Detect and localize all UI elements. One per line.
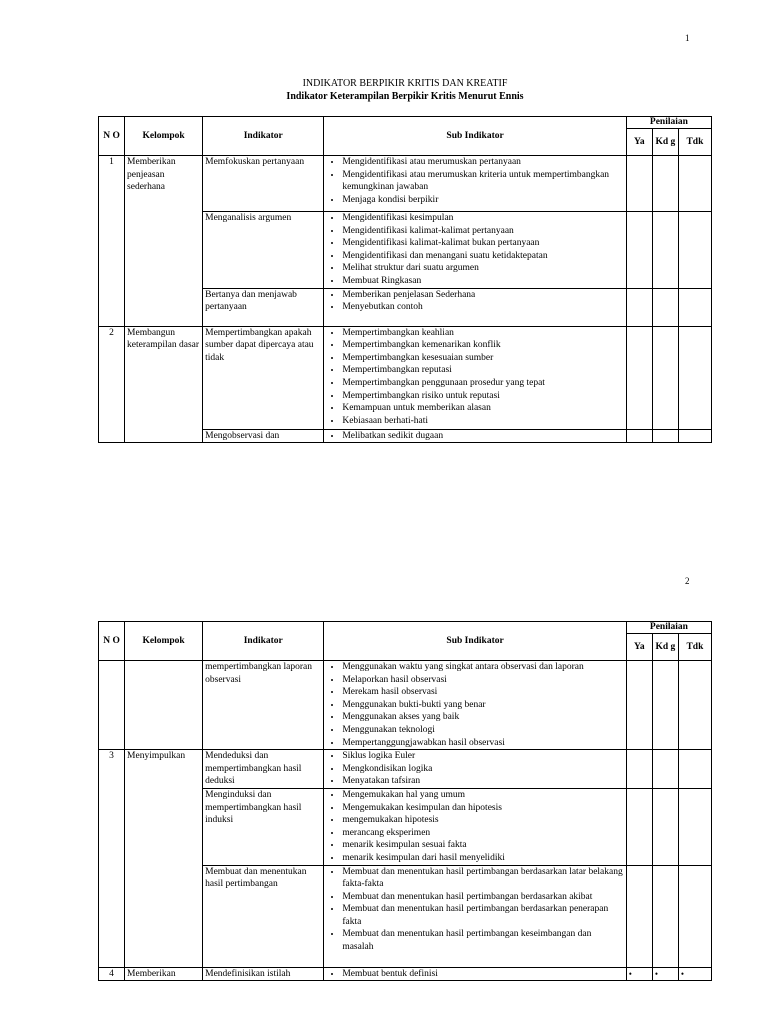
sub-indikator-item: • Menggunakan akses yang baik bbox=[342, 711, 623, 724]
header-row bbox=[99, 622, 712, 634]
indicator-table-page-2 bbox=[98, 621, 712, 981]
sub-indikator-item: • Mengidentifikasi kalimat-kalimat pertanyaan bbox=[342, 225, 623, 238]
sub-indikator-item: • Menyebutkan contoh bbox=[342, 301, 623, 314]
sub-indikator-item: • Mengidentifikasi atau merumuskan pertanyaan bbox=[342, 156, 623, 169]
sub-indikator-item: • Mempertimbangkan penggunaan prosedur yang tepat bbox=[342, 377, 623, 390]
indikator-cell: mempertimbangkan laporan observasi bbox=[203, 661, 324, 750]
sub-indikator-cell bbox=[324, 326, 626, 429]
sub-indikator-item: • mengemukakan hipotesis bbox=[342, 814, 623, 827]
sub-indikator-item: • Mengemukakan kesimpulan dan hipotesis bbox=[342, 802, 623, 815]
column-header-sub-indikator: Sub Indikator bbox=[324, 117, 626, 156]
sub-indikator-list bbox=[326, 750, 623, 788]
sub-indikator-item: • Menggunakan waktu yang singkat antara observasi dan laporan bbox=[342, 661, 623, 674]
column-header-kelompok: Kelompok bbox=[125, 117, 203, 156]
title-block bbox=[98, 77, 712, 103]
row-number: 1 bbox=[99, 156, 125, 327]
sub-indikator-cell bbox=[324, 750, 626, 789]
penilaian-tdk-cell[interactable] bbox=[678, 429, 711, 443]
column-header-ya: Ya bbox=[626, 129, 652, 156]
penilaian-ya-cell[interactable] bbox=[626, 865, 652, 967]
kelompok-cell: Menyimpulkan bbox=[125, 750, 203, 967]
penilaian-ya-cell[interactable] bbox=[626, 212, 652, 289]
sub-indikator-cell bbox=[324, 865, 626, 967]
table-row bbox=[99, 750, 712, 789]
sub-indikator-list bbox=[326, 968, 623, 981]
document-title: INDIKATOR BERPIKIR KRITIS DAN KREATIF bbox=[302, 78, 508, 89]
sub-indikator-list bbox=[326, 212, 623, 288]
sub-indikator-item: • Mempertimbangkan reputasi bbox=[342, 364, 623, 377]
sub-indikator-item: • Menjaga kondisi berpikir bbox=[342, 194, 623, 207]
penilaian-kdg-cell[interactable] bbox=[652, 212, 678, 289]
column-header-kdg: Kd g bbox=[652, 129, 678, 156]
sub-indikator-item: • Mengkondisikan logika bbox=[342, 763, 623, 776]
sub-indikator-list bbox=[326, 430, 623, 443]
sub-indikator-item: • Membuat dan menentukan hasil pertimbangan berdasarkan latar belakang fakta-fakta bbox=[342, 866, 623, 891]
sub-indikator-cell bbox=[324, 661, 626, 750]
sub-indikator-list bbox=[326, 661, 623, 749]
sub-indikator-list bbox=[326, 866, 623, 954]
header-row bbox=[99, 117, 712, 129]
sub-indikator-item: • Mempertanggungjawabkan hasil observasi bbox=[342, 737, 623, 750]
penilaian-tdk-cell[interactable]: • bbox=[678, 967, 711, 981]
sub-indikator-item: • Menyatakan tafsiran bbox=[342, 775, 623, 788]
sub-indikator-item: • Mengidentifikasi dan menangani suatu ketidaktepatan bbox=[342, 250, 623, 263]
indikator-cell: Mempertimbangkan apakah sumber dapat dipercaya atau tidak bbox=[203, 326, 324, 429]
sub-indikator-item: • Memberikan penjelasan Sederhana bbox=[342, 289, 623, 302]
penilaian-tdk-cell[interactable] bbox=[678, 661, 711, 750]
column-header-tdk: Tdk bbox=[678, 634, 711, 661]
sub-indikator-cell bbox=[324, 288, 626, 326]
column-header-indikator: Indikator bbox=[203, 622, 324, 661]
sub-indikator-cell bbox=[324, 212, 626, 289]
sub-indikator-item: • Mengidentifikasi kalimat-kalimat bukan pertanyaan bbox=[342, 237, 623, 250]
sub-indikator-item: • Mengidentifikasi atau merumuskan kriteria untuk mempertimbangkan kemungkinan jawaban bbox=[342, 169, 623, 194]
table-row bbox=[99, 326, 712, 429]
sub-indikator-item: • merancang eksperimen bbox=[342, 827, 623, 840]
sub-indikator-item: • Membuat dan menentukan hasil pertimbangan berdasarkan akibat bbox=[342, 891, 623, 904]
sub-indikator-item: • Melihat struktur dari suatu argumen bbox=[342, 262, 623, 275]
sub-indikator-item: • Merekam hasil observasi bbox=[342, 686, 623, 699]
kelompok-cell: Memberikan penjeasan sederhana bbox=[125, 156, 203, 327]
sub-indikator-item: • Membuat dan menentukan hasil pertimbangan berdasarkan penerapan fakta bbox=[342, 903, 623, 928]
column-header-no: N O bbox=[99, 117, 125, 156]
penilaian-kdg-cell[interactable] bbox=[652, 788, 678, 865]
document-subtitle: Indikator Keterampilan Berpikir Kritis Menurut Ennis bbox=[286, 91, 524, 102]
sub-indikator-list bbox=[326, 289, 623, 314]
page-number: 2 bbox=[685, 576, 690, 586]
sub-indikator-item: • menarik kesimpulan dari hasil menyelidiki bbox=[342, 852, 623, 865]
penilaian-kdg-cell[interactable] bbox=[652, 326, 678, 429]
indikator-cell: Mengobservasi dan bbox=[203, 429, 324, 443]
penilaian-tdk-cell[interactable] bbox=[678, 326, 711, 429]
penilaian-tdk-cell[interactable] bbox=[678, 865, 711, 967]
sub-indikator-item: • Menggunakan teknologi bbox=[342, 724, 623, 737]
penilaian-tdk-cell[interactable] bbox=[678, 288, 711, 326]
sub-indikator-item: • Membuat bentuk definisi bbox=[342, 968, 623, 981]
sub-indikator-item: • Kemampuan untuk memberikan alasan bbox=[342, 402, 623, 415]
penilaian-ya-cell[interactable] bbox=[626, 288, 652, 326]
kelompok-cell: Memberikan bbox=[125, 967, 203, 981]
table-row bbox=[99, 156, 712, 212]
penilaian-ya-cell[interactable] bbox=[626, 156, 652, 212]
sub-indikator-cell bbox=[324, 429, 626, 443]
indikator-cell: Membuat dan menentukan hasil pertimbangan bbox=[203, 865, 324, 967]
kelompok-cell bbox=[125, 661, 203, 750]
penilaian-kdg-cell[interactable] bbox=[652, 429, 678, 443]
penilaian-ya-cell[interactable] bbox=[626, 326, 652, 429]
sub-indikator-item: • Mempertimbangkan keahlian bbox=[342, 327, 623, 340]
row-number: 2 bbox=[99, 326, 125, 443]
sub-indikator-cell bbox=[324, 967, 626, 981]
sub-indikator-item: • Melibatkan sedikit dugaan bbox=[342, 430, 623, 443]
sub-indikator-item: • Mengidentifikasi kesimpulan bbox=[342, 212, 623, 225]
indikator-cell: Memfokuskan pertanyaan bbox=[203, 156, 324, 212]
penilaian-kdg-cell[interactable]: • bbox=[652, 967, 678, 981]
sub-indikator-item: • Menggunakan bukti-bukti yang benar bbox=[342, 699, 623, 712]
column-header-kdg: Kd g bbox=[652, 634, 678, 661]
row-number bbox=[99, 661, 125, 750]
column-header-penilaian: Penilaian bbox=[626, 117, 711, 129]
penilaian-tdk-cell[interactable] bbox=[678, 156, 711, 212]
indikator-cell: Mendeduksi dan mempertimbangkan hasil deduksi bbox=[203, 750, 324, 789]
table-row bbox=[99, 661, 712, 750]
kelompok-cell: Membangun keterampilan dasar bbox=[125, 326, 203, 443]
sub-indikator-item: • Mengemukakan hal yang umum bbox=[342, 789, 623, 802]
penilaian-ya-cell[interactable] bbox=[626, 661, 652, 750]
sub-indikator-item: • Siklus logika Euler bbox=[342, 750, 623, 763]
table-row bbox=[99, 967, 712, 981]
indicator-table-page-1 bbox=[98, 116, 712, 443]
column-header-penilaian: Penilaian bbox=[626, 622, 711, 634]
column-header-tdk: Tdk bbox=[678, 129, 711, 156]
indikator-cell: Bertanya dan menjawab pertanyaan bbox=[203, 288, 324, 326]
sub-indikator-list bbox=[326, 789, 623, 865]
sub-indikator-list bbox=[326, 327, 623, 428]
row-number: 4 bbox=[99, 967, 125, 981]
page-number: 1 bbox=[685, 33, 690, 43]
sub-indikator-list bbox=[326, 156, 623, 206]
column-header-kelompok: Kelompok bbox=[125, 622, 203, 661]
penilaian-ya-cell[interactable]: • bbox=[626, 967, 652, 981]
sub-indikator-item: • Membuat dan menentukan hasil pertimbangan keseimbangan dan masalah bbox=[342, 928, 623, 953]
penilaian-kdg-cell[interactable] bbox=[652, 661, 678, 750]
penilaian-ya-cell[interactable] bbox=[626, 788, 652, 865]
column-header-ya: Ya bbox=[626, 634, 652, 661]
penilaian-ya-cell[interactable] bbox=[626, 750, 652, 789]
sub-indikator-item: • Membuat Ringkasan bbox=[342, 275, 623, 288]
column-header-sub-indikator: Sub Indikator bbox=[324, 622, 626, 661]
column-header-no: N O bbox=[99, 622, 125, 661]
penilaian-kdg-cell[interactable] bbox=[652, 750, 678, 789]
penilaian-tdk-cell[interactable] bbox=[678, 788, 711, 865]
row-number: 3 bbox=[99, 750, 125, 967]
indikator-cell: Menganalisis argumen bbox=[203, 212, 324, 289]
penilaian-kdg-cell[interactable] bbox=[652, 288, 678, 326]
column-header-indikator: Indikator bbox=[203, 117, 324, 156]
penilaian-kdg-cell[interactable] bbox=[652, 156, 678, 212]
penilaian-tdk-cell[interactable] bbox=[678, 212, 711, 289]
sub-indikator-cell bbox=[324, 156, 626, 212]
sub-indikator-item: • Mempertimbangkan kemenarikan konflik bbox=[342, 339, 623, 352]
sub-indikator-cell bbox=[324, 788, 626, 865]
indikator-cell: Menginduksi dan mempertimbangkan hasil induksi bbox=[203, 788, 324, 865]
sub-indikator-item: • Mempertimbangkan kesesuaian sumber bbox=[342, 352, 623, 365]
sub-indikator-item: • Melaporkan hasil observasi bbox=[342, 674, 623, 687]
sub-indikator-item: • Kebiasaan berhati-hati bbox=[342, 415, 623, 428]
sub-indikator-item: • Mempertimbangkan risiko untuk reputasi bbox=[342, 390, 623, 403]
penilaian-kdg-cell[interactable] bbox=[652, 865, 678, 967]
indikator-cell: Mendefinisikan istilah bbox=[203, 967, 324, 981]
penilaian-tdk-cell[interactable] bbox=[678, 750, 711, 789]
sub-indikator-item: • menarik kesimpulan sesuai fakta bbox=[342, 839, 623, 852]
penilaian-ya-cell[interactable] bbox=[626, 429, 652, 443]
